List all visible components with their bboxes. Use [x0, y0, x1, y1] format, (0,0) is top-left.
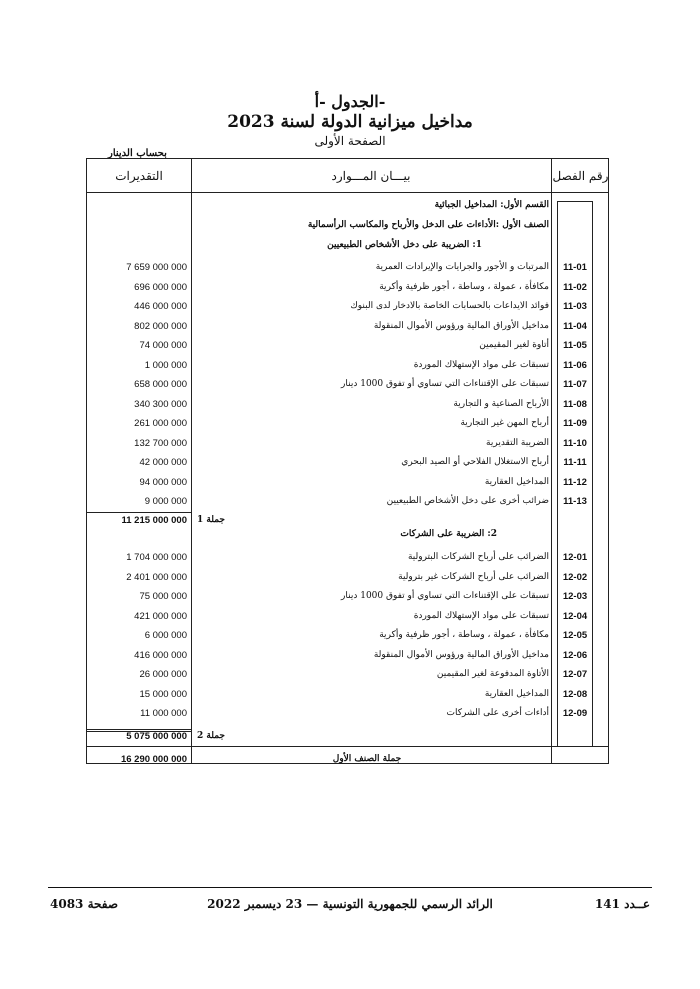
- code-cell: 11-01: [563, 262, 587, 273]
- table-row: [87, 379, 610, 399]
- table-row: [87, 496, 610, 516]
- description-cell: الأرباح الصناعية و التجارية: [453, 398, 549, 409]
- description-cell: ضرائب أخرى على دخل الأشخاص الطبيعيين: [386, 496, 549, 506]
- amount-cell: 2 401 000 000: [126, 571, 187, 583]
- amount-cell: 658 000 000: [134, 379, 187, 390]
- code-cell: 11-09: [563, 418, 587, 429]
- code-cell: 12-09: [562, 708, 588, 719]
- amount-cell: 696 000 000: [134, 281, 187, 293]
- col-header-code: رقم الفصل: [552, 169, 609, 183]
- subsection-title: 1: الضريبة على دخل الأشخاص الطبيعيين: [327, 240, 482, 250]
- amount-cell: 261 000 000: [134, 418, 187, 429]
- amount-cell: 15 000 000: [139, 688, 187, 700]
- description-cell: فوائد الايداعات بالحسابات الخاصة بالادخار لدى البنوك: [350, 301, 549, 311]
- amount-cell: 1 704 000 000: [126, 552, 187, 563]
- section-row: [87, 200, 610, 220]
- table-row: [87, 611, 610, 631]
- table-row: [87, 552, 610, 572]
- code-cell: 11-11: [563, 457, 587, 468]
- total-row: [87, 731, 610, 751]
- amount-cell: 421 000 000: [134, 610, 187, 622]
- table-row: [87, 630, 610, 650]
- amount-cell: 132 700 000: [134, 437, 187, 449]
- table-row: [87, 477, 610, 497]
- description-cell: تسبقات على مواد الإستهلاك الموردة: [413, 359, 549, 370]
- total-label: جملة 2: [197, 731, 225, 741]
- table-row: [87, 438, 610, 458]
- amount-cell: 416 000 000: [134, 649, 187, 661]
- table-label: الجدول -أ-: [314, 92, 386, 111]
- description-cell: المرتبات و الأجور والجرايات والإيرادات العمرية: [375, 262, 549, 272]
- code-cell: 12-04: [562, 610, 588, 622]
- table-row: [87, 340, 610, 360]
- category-title: الصنف الأول :الأداءات على الدخل والأرباح والمكاسب الرأسمالية: [307, 220, 549, 230]
- currency-unit: بحساب الدينار: [108, 148, 167, 159]
- total-label: جملة 1: [197, 515, 225, 525]
- footer-gazette: الرائد الرسمي للجمهورية التونسية — 23 ديسمبر 2022: [207, 897, 493, 911]
- table-row: [87, 650, 610, 670]
- table-row: [87, 399, 610, 419]
- amount-cell: 94 000 000: [139, 476, 187, 488]
- section-row: [87, 240, 610, 260]
- amount-cell: 6 000 000: [144, 630, 187, 641]
- code-cell: 11-04: [563, 320, 587, 332]
- description-cell: أداءات أخرى على الشركات: [446, 708, 549, 718]
- grand-total-row: [87, 754, 610, 774]
- table-row: [87, 418, 610, 438]
- table-row: [87, 360, 610, 380]
- amount-cell: 11 000 000: [140, 708, 187, 719]
- header-divider: [87, 192, 608, 193]
- total-amount: 5 075 000 000: [126, 731, 187, 742]
- footer-issue: عــدد 141: [594, 897, 650, 911]
- code-cell: 12-03: [562, 591, 588, 602]
- table-row: [87, 262, 610, 282]
- code-cell: 11-08: [563, 398, 587, 410]
- description-cell: المداخيل العقارية: [484, 688, 549, 699]
- code-cell: 11-06: [563, 359, 587, 371]
- description-cell: مكافأة ، عمولة ، وساطة ، أجور ظرفية وأكرية: [379, 281, 549, 292]
- code-cell: 11-02: [563, 281, 587, 293]
- table-row: [87, 301, 610, 321]
- code-cell: 12-02: [562, 571, 588, 583]
- description-cell: تسبقات على الإقتناءات التي تساوي أو تفوق 1000 دينار: [341, 591, 549, 601]
- amount-cell: 7 659 000 000: [126, 262, 187, 273]
- description-cell: مكافأة ، عمولة ، وساطة ، أجور ظرفية وأكرية: [379, 630, 549, 640]
- section-row: [87, 529, 610, 549]
- table-row: [87, 591, 610, 611]
- table-row: [87, 457, 610, 477]
- footer-rule: [48, 887, 652, 888]
- table-row: [87, 689, 610, 709]
- description-cell: أرباح المهن غير التجارية: [460, 418, 549, 428]
- grand-total-amount: 16 290 000 000: [120, 754, 187, 765]
- page-subtitle: الصفحة الأولى: [314, 134, 386, 148]
- description-cell: أتاوة لغير المقيمين: [479, 340, 549, 350]
- description-cell: أرباح الاستغلال الفلاحي أو الصيد البحري: [401, 457, 549, 467]
- amount-cell: 1 000 000: [144, 359, 187, 371]
- code-cell: 12-08: [562, 688, 588, 700]
- description-cell: الأتاوة المدفوعة لغير المقيمين: [436, 669, 549, 679]
- description-cell: الضرائب على أرباح الشركات البترولية: [407, 552, 549, 562]
- footer-page-number: صفحة 4083: [50, 897, 119, 911]
- amount-cell: 42 000 000: [139, 457, 187, 468]
- code-cell: 12-06: [562, 649, 588, 661]
- description-cell: تسبقات على الإقتناءات التي تساوي أو تفوق 1000 دينار: [341, 379, 549, 389]
- code-cell: 11-03: [563, 301, 587, 312]
- page-title: مداخيل ميزانية الدولة لسنة 2023: [227, 112, 473, 132]
- col-header-desc: بيـــان المـــوارد: [331, 169, 411, 183]
- table-row: [87, 282, 610, 302]
- section-row: [87, 220, 610, 240]
- amount-cell: 9 000 000: [144, 496, 187, 507]
- table-row: [87, 669, 610, 689]
- description-cell: مداخيل الأوراق المالية ورؤوس الأموال المنقولة: [373, 649, 549, 660]
- code-cell: 11-05: [563, 340, 587, 351]
- description-cell: تسبقات على مواد الإستهلاك الموردة: [413, 610, 549, 621]
- table-row: [87, 708, 610, 728]
- amount-cell: 26 000 000: [139, 669, 187, 680]
- col-header-amount: التقديرات: [115, 169, 163, 183]
- code-cell: 12-01: [562, 552, 588, 563]
- grand-total-label: جملة الصنف الأول: [332, 754, 402, 764]
- description-cell: مداخيل الأوراق المالية ورؤوس الأموال المنقولة: [373, 320, 549, 331]
- budget-table: [86, 158, 609, 764]
- amount-cell: 340 300 000: [134, 398, 187, 410]
- total-amount: 11 215 000 000: [121, 515, 187, 526]
- code-cell: 12-07: [562, 669, 588, 680]
- subsection-title: 2: الضريبة على الشركات: [400, 529, 497, 539]
- amount-cell: 74 000 000: [139, 340, 187, 351]
- table-row: [87, 321, 610, 341]
- amount-cell: 75 000 000: [139, 591, 187, 602]
- code-cell: 11-10: [563, 437, 587, 449]
- code-cell: 11-13: [563, 496, 587, 507]
- description-cell: المداخيل العقارية: [484, 476, 549, 487]
- description-cell: الضريبة التقديرية: [486, 437, 549, 448]
- code-cell: 11-12: [563, 476, 587, 488]
- code-cell: 12-05: [562, 630, 588, 641]
- description-cell: الضرائب على أرباح الشركات غير بترولية: [398, 571, 549, 582]
- code-cell: 11-07: [563, 379, 587, 390]
- amount-cell: 446 000 000: [134, 301, 187, 312]
- table-row: [87, 572, 610, 592]
- amount-cell: 802 000 000: [134, 320, 187, 332]
- section-title: القسم الأول: المداخيل الجبائية: [434, 200, 549, 210]
